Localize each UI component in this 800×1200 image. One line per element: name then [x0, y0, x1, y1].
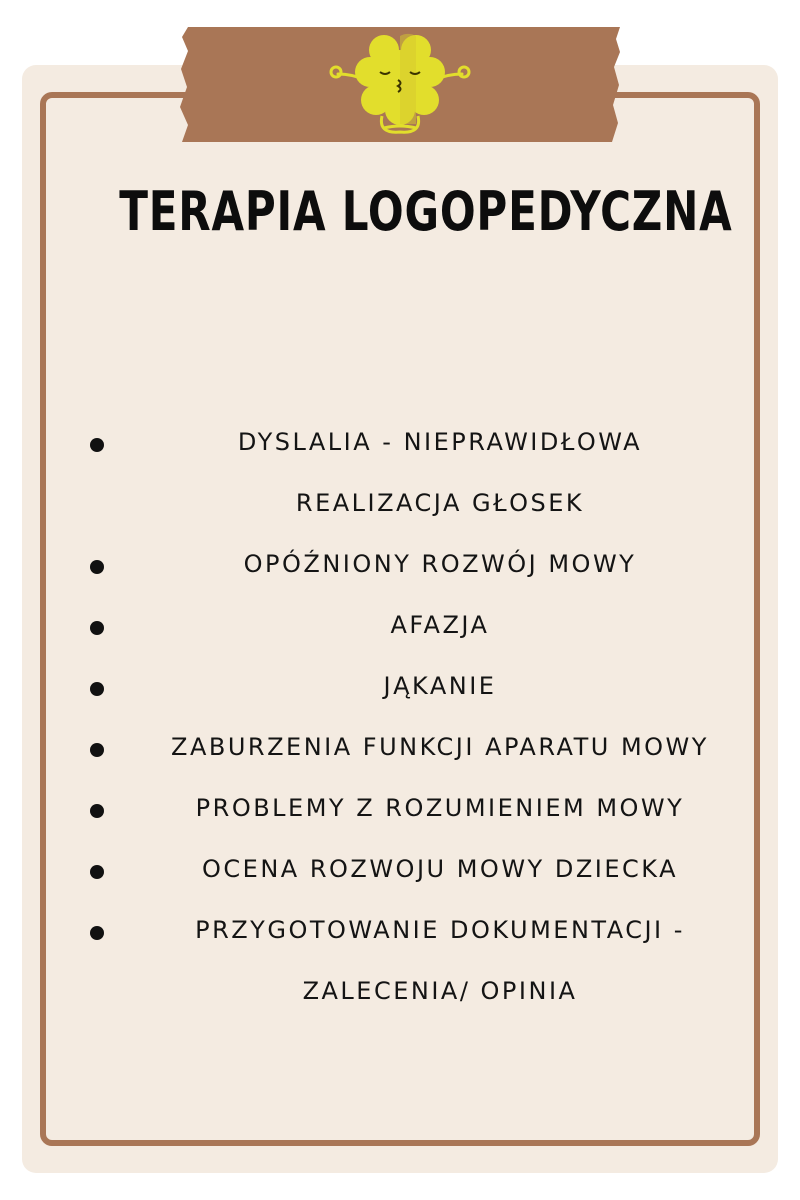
bullet-icon [90, 682, 104, 696]
list-item-text: AFAZJA [390, 611, 490, 639]
list-item [0, 412, 800, 534]
meditating-flower-icon [322, 30, 478, 140]
list-item [0, 900, 800, 1022]
list-item [0, 717, 800, 778]
list-item [0, 778, 800, 839]
list-item-text: DYSLALIA - NIEPRAWIDŁOWA [237, 428, 643, 456]
bullet-icon [90, 743, 104, 757]
list-item-text: PRZYGOTOWANIE DOKUMENTACJI - [195, 916, 685, 944]
list-item-text-continued: REALIZACJA GŁOSEK [295, 489, 585, 517]
therapy-list [0, 412, 800, 1022]
list-item [0, 656, 800, 717]
bullet-icon [90, 621, 104, 635]
list-item-text: JĄKANIE [383, 672, 497, 700]
list-item-text-continued: ZALECENIA/ OPINIA [302, 977, 578, 1005]
bullet-icon [90, 926, 104, 940]
bullet-icon [90, 865, 104, 879]
list-item [0, 595, 800, 656]
page-title: TERAPIA LOGOPEDYCZNA [119, 180, 733, 243]
bullet-icon [90, 804, 104, 818]
list-item-text: OPÓŹNIONY ROZWÓJ MOWY [243, 550, 637, 578]
list-item-text: PROBLEMY Z ROZUMIENIEM MOWY [195, 794, 685, 822]
list-item [0, 839, 800, 900]
bullet-icon [90, 560, 104, 574]
list-item-text: ZABURZENIA FUNKCJI APARATU MOWY [171, 733, 709, 761]
bullet-icon [90, 438, 104, 452]
list-item [0, 534, 800, 595]
list-item-text: OCENA ROZWOJU MOWY DZIECKA [202, 855, 678, 883]
